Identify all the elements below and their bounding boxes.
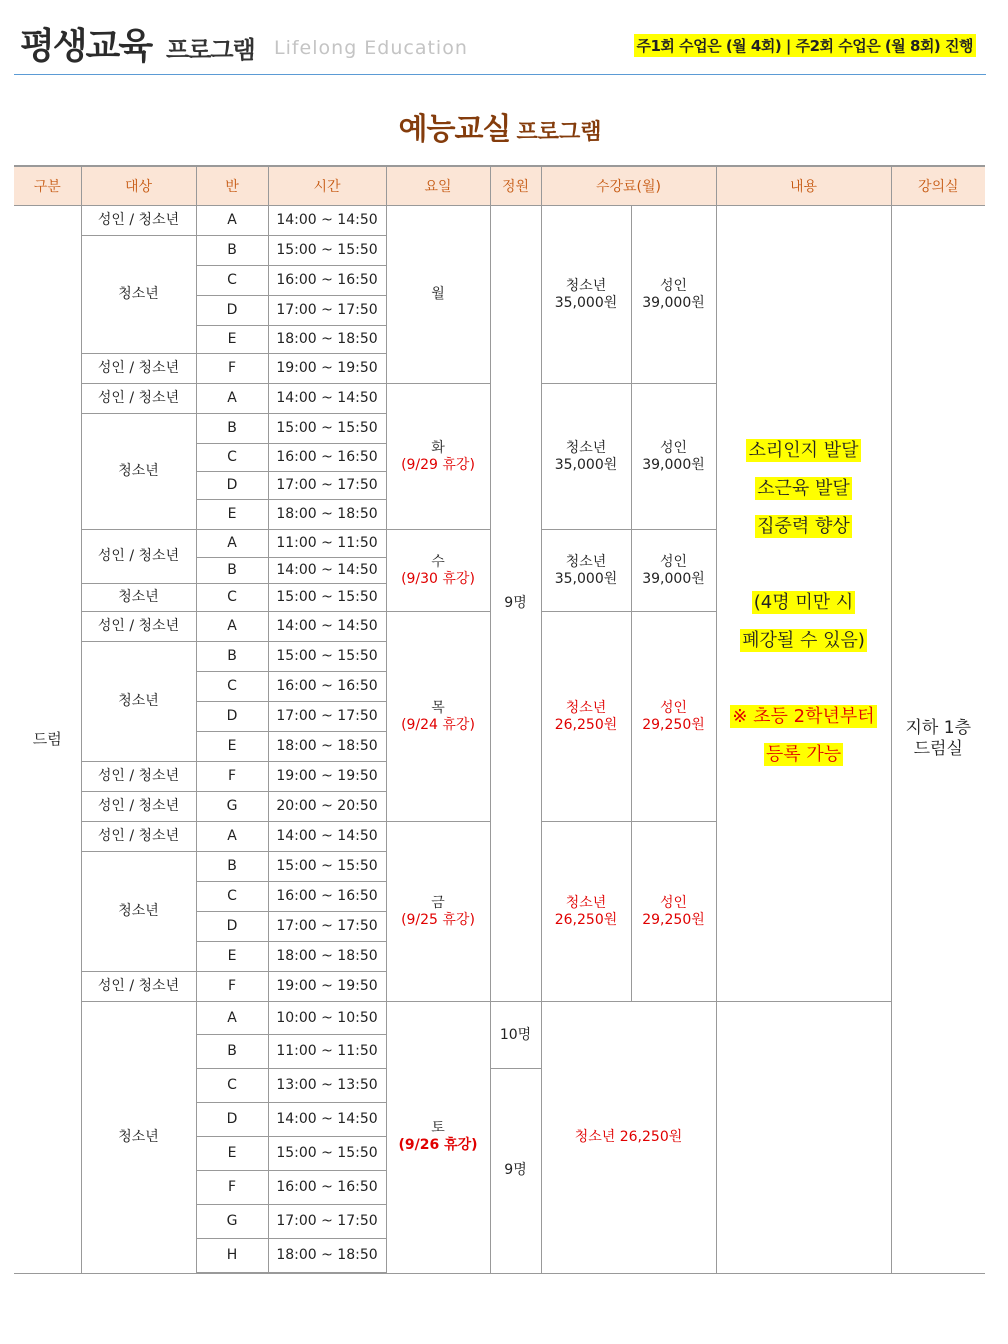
ban-cell: E xyxy=(196,1137,268,1171)
fee-adult-tue xyxy=(631,384,716,530)
time-cell: 16:00 ~ 16:50 xyxy=(268,266,386,296)
page-header xyxy=(16,18,986,74)
col-header: 요일 xyxy=(386,166,490,206)
time-cell: 19:00 ~ 19:50 xyxy=(268,762,386,792)
target-cell: 성인 / 청소년 xyxy=(81,792,196,822)
col-header: 반 xyxy=(196,166,268,206)
ban-cell: F xyxy=(196,354,268,384)
ban-cell: C xyxy=(196,444,268,472)
ban-cell: E xyxy=(196,326,268,354)
fee-label: 성인 xyxy=(659,699,688,716)
ban-cell: D xyxy=(196,912,268,942)
ban-cell: E xyxy=(196,942,268,972)
day-label: 화 xyxy=(431,439,445,456)
day-cell-thu xyxy=(386,612,490,822)
fee-adult-wed xyxy=(631,530,716,612)
fee-label: 성인 xyxy=(659,553,688,570)
target-cell: 성인 / 청소년 xyxy=(81,206,196,236)
ban-cell: G xyxy=(196,1205,268,1239)
time-cell: 20:00 ~ 20:50 xyxy=(268,792,386,822)
content-cell-sat xyxy=(716,1002,891,1274)
table-header-row xyxy=(14,166,985,206)
day-label: 목 xyxy=(431,699,445,716)
fee-label: 청소년 xyxy=(565,277,607,294)
ban-cell: B xyxy=(196,414,268,444)
ban-cell: B xyxy=(196,852,268,882)
time-cell: 17:00 ~ 17:50 xyxy=(268,472,386,500)
fee-amount: 35,000원 xyxy=(554,456,618,473)
fee-label: 청소년 xyxy=(565,439,607,456)
fee-amount: 39,000원 xyxy=(642,570,705,587)
time-cell: 14:00 ~ 14:50 xyxy=(268,558,386,584)
time-cell: 18:00 ~ 18:50 xyxy=(268,942,386,972)
target-cell: 성인 / 청소년 xyxy=(81,354,196,384)
header-note: 주1회 수업은 (월 4회) | 주2회 수업은 (월 8회) 진행 xyxy=(634,34,977,57)
fee-label: 성인 xyxy=(659,439,688,456)
col-header: 내용 xyxy=(716,166,891,206)
time-cell: 16:00 ~ 16:50 xyxy=(268,444,386,472)
time-cell: 18:00 ~ 18:50 xyxy=(268,326,386,354)
ban-cell: B xyxy=(196,558,268,584)
ban-cell: F xyxy=(196,762,268,792)
table-row xyxy=(14,1002,985,1035)
ban-cell: D xyxy=(196,702,268,732)
room-line: 지하 1층 xyxy=(905,718,971,739)
time-cell: 14:00 ~ 14:50 xyxy=(268,612,386,642)
capacity-cell: 9명 xyxy=(490,206,541,1002)
fee-adult-thu xyxy=(631,612,716,822)
ban-cell: E xyxy=(196,500,268,530)
ban-cell: G xyxy=(196,792,268,822)
ban-cell: F xyxy=(196,1171,268,1205)
time-cell: 11:00 ~ 11:50 xyxy=(268,1035,386,1069)
ban-cell: C xyxy=(196,584,268,612)
time-cell: 18:00 ~ 18:50 xyxy=(268,732,386,762)
room-line: 드럼실 xyxy=(913,739,963,760)
ban-cell: C xyxy=(196,882,268,912)
target-cell: 성인 / 청소년 xyxy=(81,822,196,852)
fee-label: 청소년 xyxy=(565,699,607,716)
col-header: 시간 xyxy=(268,166,386,206)
ban-cell: E xyxy=(196,732,268,762)
time-cell: 16:00 ~ 16:50 xyxy=(268,882,386,912)
ban-cell: H xyxy=(196,1239,268,1274)
time-cell: 19:00 ~ 19:50 xyxy=(268,972,386,1002)
content-line: 폐강될 수 있음) xyxy=(742,629,865,651)
content-line: 집중력 향상 xyxy=(757,515,850,537)
target-cell: 청소년 xyxy=(81,236,196,354)
ban-cell: D xyxy=(196,1103,268,1137)
time-cell: 14:00 ~ 14:50 xyxy=(268,822,386,852)
time-cell: 17:00 ~ 17:50 xyxy=(268,1205,386,1239)
time-cell: 14:00 ~ 14:50 xyxy=(268,1103,386,1137)
ban-cell: C xyxy=(196,266,268,296)
fee-label: 성인 xyxy=(659,277,688,294)
header-title-main: 평생교육 xyxy=(20,26,152,67)
ban-cell: B xyxy=(196,1035,268,1069)
time-cell: 14:00 ~ 14:50 xyxy=(268,206,386,236)
ban-cell: D xyxy=(196,296,268,326)
day-holiday: (9/25 휴강) xyxy=(401,911,475,928)
fee-amount: 29,250원 xyxy=(642,716,705,733)
day-holiday: (9/30 휴강) xyxy=(401,570,475,587)
time-cell: 15:00 ~ 15:50 xyxy=(268,414,386,444)
ban-cell: A xyxy=(196,206,268,236)
day-label: 토 xyxy=(431,1120,445,1137)
time-cell: 16:00 ~ 16:50 xyxy=(268,1171,386,1205)
target-cell: 성인 / 청소년 xyxy=(81,384,196,414)
time-cell: 15:00 ~ 15:50 xyxy=(268,584,386,612)
ban-cell: A xyxy=(196,530,268,558)
time-cell: 14:00 ~ 14:50 xyxy=(268,384,386,414)
page-title xyxy=(0,104,1000,148)
target-cell: 성인 / 청소년 xyxy=(81,972,196,1002)
ban-cell: A xyxy=(196,1002,268,1035)
fee-amount: 35,000원 xyxy=(554,294,618,311)
time-cell: 18:00 ~ 18:50 xyxy=(268,1239,386,1274)
content-line: 소근육 발달 xyxy=(757,477,850,499)
col-header: 강의실 xyxy=(891,166,985,206)
capacity-cell-sat2: 9명 xyxy=(490,1069,541,1274)
time-cell: 15:00 ~ 15:50 xyxy=(268,236,386,266)
col-header: 수강료(월) xyxy=(541,166,716,206)
day-cell-mon xyxy=(386,206,490,384)
table-row xyxy=(14,206,985,236)
header-title-sub: 프로그램 xyxy=(166,36,255,64)
fee-adult-mon xyxy=(631,206,716,384)
col-header: 정원 xyxy=(490,166,541,206)
target-cell: 성인 / 청소년 xyxy=(81,762,196,792)
fee-youth-sat: 청소년 26,250원 xyxy=(541,1002,716,1274)
time-cell: 17:00 ~ 17:50 xyxy=(268,912,386,942)
content-line: (4명 미만 시 xyxy=(753,591,854,613)
ban-cell: C xyxy=(196,672,268,702)
header-divider xyxy=(14,74,986,75)
target-cell: 청소년 xyxy=(81,1002,196,1274)
time-cell: 17:00 ~ 17:50 xyxy=(268,296,386,326)
time-cell: 15:00 ~ 15:50 xyxy=(268,1137,386,1171)
capacity-cell-sat1: 10명 xyxy=(490,1002,541,1069)
fee-adult-fri xyxy=(631,822,716,1002)
time-cell: 15:00 ~ 15:50 xyxy=(268,852,386,882)
room-cell xyxy=(891,206,985,1274)
target-cell: 청소년 xyxy=(81,852,196,972)
ban-cell: D xyxy=(196,472,268,500)
day-holiday: (9/29 휴강) xyxy=(401,456,475,473)
time-cell: 19:00 ~ 19:50 xyxy=(268,354,386,384)
col-header: 구분 xyxy=(14,166,81,206)
day-cell-wed xyxy=(386,530,490,612)
fee-amount: 39,000원 xyxy=(642,294,705,311)
fee-youth-tue xyxy=(541,384,631,530)
ban-cell: F xyxy=(196,972,268,1002)
time-cell: 10:00 ~ 10:50 xyxy=(268,1002,386,1035)
time-cell: 18:00 ~ 18:50 xyxy=(268,500,386,530)
fee-youth-fri xyxy=(541,822,631,1002)
content-note: ※ 초등 2학년부터 xyxy=(732,705,875,727)
time-cell: 17:00 ~ 17:50 xyxy=(268,702,386,732)
target-cell: 청소년 xyxy=(81,642,196,762)
fee-label: 청소년 xyxy=(565,894,607,911)
fee-amount: 26,250원 xyxy=(554,716,618,733)
day-holiday: (9/26 휴강) xyxy=(398,1137,478,1154)
time-cell: 13:00 ~ 13:50 xyxy=(268,1069,386,1103)
header-title-en: Lifelong Education xyxy=(274,37,468,59)
schedule-table xyxy=(14,165,985,1274)
target-cell: 청소년 xyxy=(81,414,196,530)
target-cell: 성인 / 청소년 xyxy=(81,530,196,584)
day-cell-sat xyxy=(386,1002,490,1274)
target-cell: 성인 / 청소년 xyxy=(81,612,196,642)
fee-label: 청소년 xyxy=(565,553,607,570)
ban-cell: A xyxy=(196,612,268,642)
fee-amount: 39,000원 xyxy=(642,456,705,473)
fee-label: 성인 xyxy=(659,894,688,911)
day-cell-tue xyxy=(386,384,490,530)
content-note: 등록 가능 xyxy=(765,743,842,765)
content-cell xyxy=(716,206,891,1002)
fee-youth-wed xyxy=(541,530,631,612)
fee-youth-thu xyxy=(541,612,631,822)
day-label: 수 xyxy=(431,553,445,570)
col-header: 대상 xyxy=(81,166,196,206)
content-line: 소리인지 발달 xyxy=(748,439,859,461)
target-cell: 청소년 xyxy=(81,584,196,612)
ban-cell: B xyxy=(196,642,268,672)
ban-cell: B xyxy=(196,236,268,266)
day-label: 월 xyxy=(431,286,445,302)
day-holiday: (9/24 휴강) xyxy=(401,716,475,733)
fee-amount: 35,000원 xyxy=(554,570,618,587)
day-label: 금 xyxy=(431,894,445,911)
ban-cell: A xyxy=(196,822,268,852)
fee-youth-mon xyxy=(541,206,631,384)
page-title-sub: 프로그램 xyxy=(516,120,602,145)
day-cell-fri xyxy=(386,822,490,1002)
ban-cell: A xyxy=(196,384,268,414)
fee-amount: 26,250원 xyxy=(554,911,618,928)
time-cell: 11:00 ~ 11:50 xyxy=(268,530,386,558)
time-cell: 16:00 ~ 16:50 xyxy=(268,672,386,702)
fee-amount: 29,250원 xyxy=(642,911,705,928)
time-cell: 15:00 ~ 15:50 xyxy=(268,642,386,672)
category-cell: 드럼 xyxy=(14,206,81,1274)
page-title-main: 예능교실 xyxy=(398,112,511,147)
ban-cell: C xyxy=(196,1069,268,1103)
